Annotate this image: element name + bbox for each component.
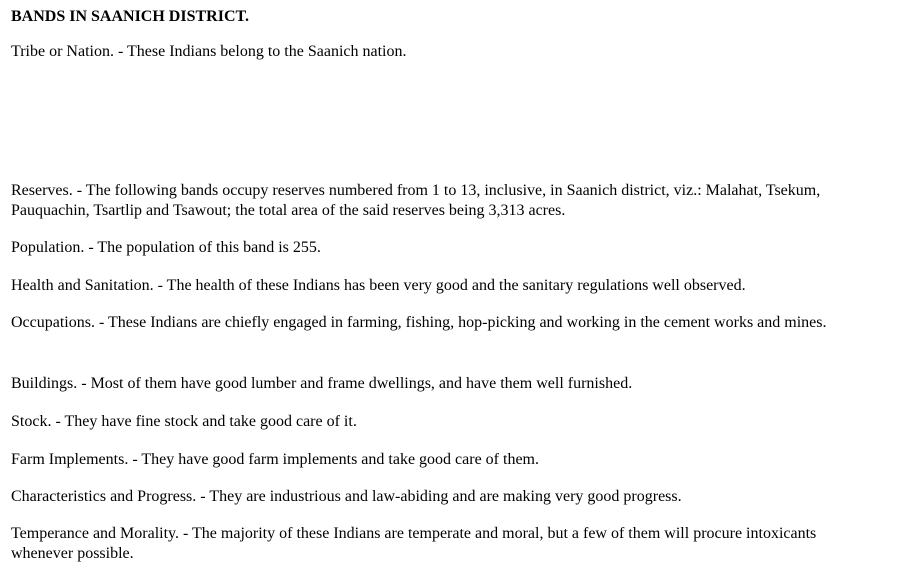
paragraph-health-and-sanitation: Health and Sanitation. - The health of these Indians has been very good and the sanitary regulations well observed. <box>11 277 746 294</box>
paragraph-population: Population. - The population of this band is 255. <box>11 239 321 256</box>
paragraph-reserves: Reserves. - The following bands occupy reserves numbered from 1 to 13, inclusive, in Saanich district, viz.: Malahat, Tsekum, Pauquachin, Tsartlip and Tsawout; the total area of the said reserves being 3,313 acres. <box>11 182 821 219</box>
paragraph-temperance-and-morality: Temperance and Morality. - The majority of these Indians are temperate and moral, but a few of them will procure intoxicants whenever possible. <box>11 525 817 562</box>
paragraph-occupations: Occupations. - These Indians are chiefly engaged in farming, fishing, hop-picking and working in the cement works and mines. <box>11 314 827 331</box>
paragraph-buildings: Buildings. - Most of them have good lumber and frame dwellings, and have them well furnished. <box>11 375 633 392</box>
paragraph-tribe-or-nation: Tribe or Nation. - These Indians belong to the Saanich nation. <box>11 43 407 60</box>
paragraph-stock: Stock. - They have fine stock and take good care of it. <box>11 413 357 430</box>
paragraph-characteristics-and-progress: Characteristics and Progress. - They are industrious and law-abiding and are making very good progress. <box>11 488 682 505</box>
paragraph-farm-implements: Farm Implements. - They have good farm implements and take good care of them. <box>11 451 539 468</box>
document-heading: BANDS IN SAANICH DISTRICT. <box>11 8 249 25</box>
